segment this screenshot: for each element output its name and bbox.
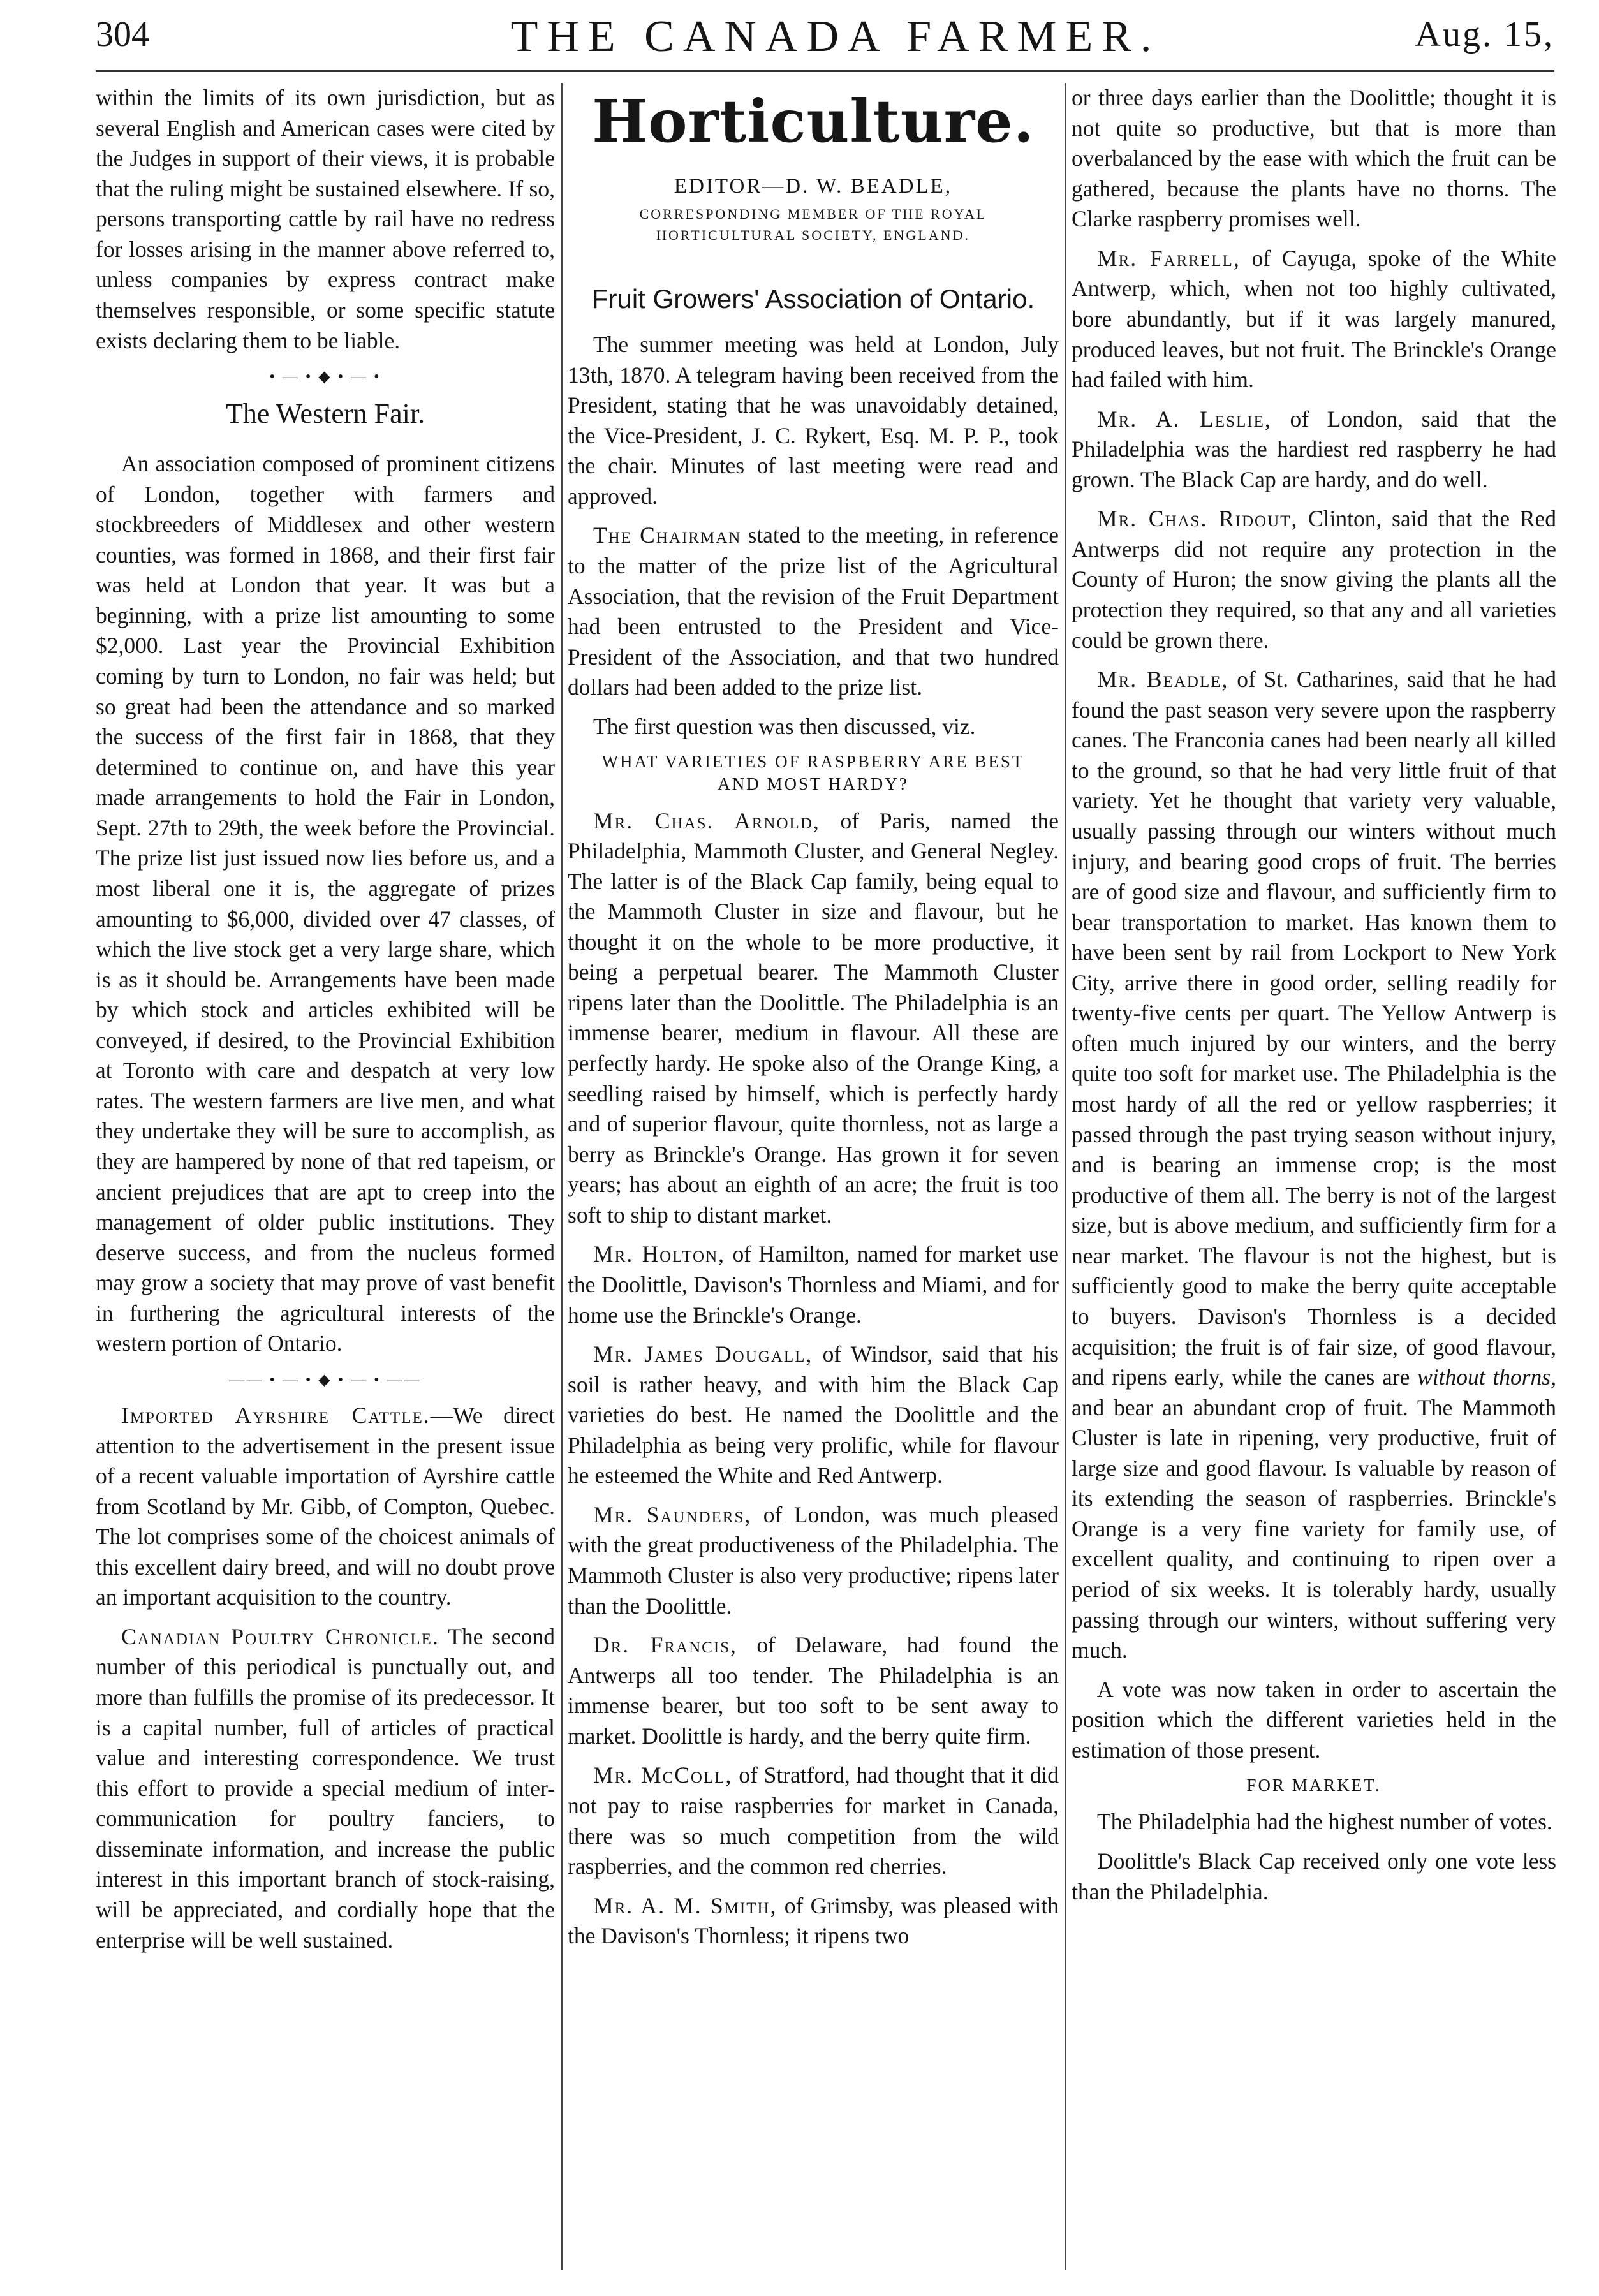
editor-line: EDITOR—D. W. BEADLE, (674, 175, 953, 198)
paragraph-body: and bear an abundant crop of fruit. The Mammoth Cluster is late in ripening, very productive, fruit of large size and good flavour. Is valuable by reason of its extending the season of raspberries. Brinckle's Orange is a very fine variety for family use, of excellent quality, and continuing to ripen over a period of six weeks. It is tolerably hardy, usually passing through our winters, without suffering very much. (1072, 1394, 1556, 1663)
ornament-divider: —— • — • ◆ • — • —— (229, 1371, 422, 1388)
department-heading: Horticulture. (592, 87, 1035, 156)
paragraph-body: of London, said that the Philadelphia was the hardiest red raspberry he had grown. The Black Cap are hardy, and do well. (1072, 406, 1556, 492)
article-title: Fruit Growers' Association of Ontario. (591, 284, 1035, 314)
paragraph (1072, 665, 1556, 1666)
paragraph: The Philadelphia had the highest number of votes. (1097, 1809, 1552, 1835)
column-2 (568, 83, 1059, 2283)
paragraph: An association composed of prominent citizens of London, together with farmers and stockbreeders of Middlesex and other western counties, was formed in 1868, and their first fair was held at London that year. It was but a beginning, with a prize list amounting to some $2,000. Last year the Provincial Exhibition coming by turn to London, no fair was held; but so great had been the attendance and so marked the success of the first fair in 1868, that they determined to continue on, and have this year made arrangements to hold the Fair in London, Sept. 27th to 29th, the week before the Provincial. The prize list just issued now lies before us, and a most liberal one it is, the aggregate of prizes amounting to $6,000, divided over 47 classes, of which the live stock get a very large share, which is as it should be. Arrangements have been made by which stock and articles exhibited will be conveyed, if desired, to the Provincial Exhibition at Toronto with care and despatch at very low rates. The western farmers are live men, and what they undertake they will be sure to accomplish, as they are hampered by none of that red tapeism, or ancient prejudices that are apt to creep into the management of older public institutions. They deserve success, and from the nucleus formed may grow a society that may prove of vast benefit in furthering the agricultural interests of the western portion of Ontario. (96, 451, 555, 1357)
paragraph (1072, 244, 1556, 395)
paragraph-body: of St. Catharines, said that he had found the past season very severe upon the raspberry canes. The Franconia canes had been nearly all killed to the ground, so that he had very little fruit of that variety. Yet he thought that variety very valuable, usually passing through our winters without much injury, and bearing good crops of fruit. The berries are of good size and flavour, and sufficiently firm to bear transportation to market. Has known them to have been sent by rail from Lockport to New York City, arrive there in good order, selling readily for twenty-five cents per quart. The Yellow Antwerp is often much injured by our winters, and the berry quite too soft for market use. The Philadelphia is the most hardy of all the red or yellow raspberries; it passed through the past trying season without injury, and is bearing an immense crop; is the most productive of them all. The berry is not of the largest size, but is above medium, and sufficiently firm for a near market. The flavour is not the highest, but is sufficiently good to make the berry quite acceptable to buyers. Davison's Thornless is a decided acquisition; the fruit is of fair size, of good flavour, and ripens early, while the canes are (1072, 666, 1556, 1390)
paragraph-body: of Grimsby, was pleased with the Davison's Thornless; it ripens two (568, 1892, 1059, 1949)
paragraph-body: of Paris, named the Philadelphia, Mammoth Cluster, and General Negley. The latter is of the Black Cap family, being equal to the Mammoth Cluster in size and flavour, but he thought it on the whole to be more productive, it being a perpetual bearer. The Mammoth Cluster ripens later than the Doolittle. The Philadelphia is an immense bearer, medium in flavour. All these are perfectly hardy. He spoke also of the Orange King, a seedling raised by himself, which is perfectly hardy and of superior flavour, quite thornless, not as large a berry as Brinckle's Orange. Has grown it for seven years; has about an eighth of an acre; the fruit is too soft to ship to distant market. (568, 807, 1059, 1228)
paragraph-body: Clinton, said that the Red Antwerps did not require any protection in the County of Huron; the snow giving the plants all the protection they required, so that any and all varieties could be grown there. (1072, 506, 1556, 653)
paragraph-body: of Cayuga, spoke of the White Antwerp, which, when not too highly cultivated, bore abundantly, but if it was largely manured, produced leaves, but not fruit. The Brinckle's Orange had failed with him. (1072, 245, 1556, 393)
paragraph-lead: The Chairman (593, 522, 742, 548)
paragraph-lead: Imported Ayrshire Cattle. (121, 1402, 431, 1428)
paragraph: A vote was now taken in order to ascertain the position which the different varieties held in the estimation of those present. (1072, 1676, 1556, 1763)
paragraph-lead: Mr. A. Leslie, (1097, 406, 1272, 432)
column-1 (96, 83, 555, 2283)
paragraph-italic: without thorns, (1417, 1364, 1556, 1390)
paragraph (568, 520, 1059, 702)
paragraph-lead: Canadian Poultry Chronicle. (121, 1623, 439, 1649)
paragraph-lead: Mr. Chas. Ridout, (1097, 506, 1299, 532)
column-rule (561, 83, 563, 2270)
paragraph (96, 1401, 555, 1613)
paragraph-body: of Stratford, had thought that it did not pay to raise raspberries for market in Canada, there was so much competition from the wild raspberries, and the common red cherries. (568, 1762, 1059, 1880)
paragraph-lead: Mr. Saunders, (593, 1501, 752, 1527)
paragraph-lead: Dr. Francis, (593, 1632, 737, 1658)
ornament-divider: • — • ◆ • — • (269, 369, 381, 386)
masthead: THE CANADA FARMER. (510, 12, 1161, 61)
paragraph-body: of Delaware, had found the Antwerps all too tender. The Philadelphia is an immense bearer, but too soft to be sent away to market. Doolittle is hardy, and the berry quite firm. (568, 1632, 1059, 1749)
column-3 (1072, 83, 1556, 2283)
paragraph-body: stated to the meeting, in reference to the matter of the prize list of the Agricultural Association, that the revision of the Fruit Department had been entrusted to the President and Vice-President of the Association, and that two hundred dollars had been added to the prize list. (568, 522, 1059, 700)
paragraph (568, 1339, 1059, 1491)
paragraph-body: —We direct attention to the advertisement in the present issue of a recent valuable importation of Ayrshire cattle from Scotland by Mr. Gibb, of Compton, Quebec. The lot comprises some of the choicest animals of this excellent dairy breed, and will no doubt prove an important acquisition to the country. (96, 1402, 555, 1610)
paragraph: The summer meeting was held at London, July 13th, 1870. A telegram having been received from the President, stating that he was unavoidably detained, the Vice-President, J. C. Rykert, Esq. M. P. P., took the chair. Minutes of last meeting were read and approved. (568, 332, 1059, 509)
paragraph (568, 1760, 1059, 1881)
paragraph-lead: Mr. Chas. Arnold, (593, 807, 820, 834)
paragraph (568, 1891, 1059, 1952)
paragraph (568, 1239, 1059, 1330)
section-heading: FOR MARKET. (1246, 1776, 1382, 1795)
question-heading: WHAT VARIETIES OF RASPBERRY ARE BEST AND MOST HARDY? (601, 752, 1025, 794)
paragraph-lead: Mr. James Dougall, (593, 1341, 813, 1367)
paragraph-lead: Mr. Holton, (593, 1241, 726, 1267)
paragraph (568, 1500, 1059, 1621)
paragraph-body: of London, was much pleased with the great productiveness of the Philadelphia. The Mammoth Cluster is also very productive; ripens later than the Doolittle. (568, 1501, 1059, 1619)
article-title: The Western Fair. (225, 398, 425, 430)
paragraph-lead: Mr. A. M. Smith, (593, 1892, 777, 1918)
paragraph-body: of Hamilton, named for market use the Doolittle, Davison's Thornless and Miami, and for home use the Brinckle's Orange. (568, 1241, 1059, 1328)
column-rule (1065, 83, 1066, 2270)
paragraph-body: of Windsor, said that his soil is rather heavy, and with him the Black Cap varieties do best. He named the Doolittle and the Philadelphia as being very prolific, while for flavour he esteemed the White and Red Antwerp. (568, 1341, 1059, 1489)
page-number: 304 (96, 15, 149, 54)
paragraph-lead: Mr. Beadle, (1097, 666, 1229, 693)
editor-credentials: CORRESPONDING MEMBER OF THE ROYAL HORTICULTURAL SOCIETY, ENGLAND. (639, 206, 987, 243)
paragraph-lead: Mr. Farrell, (1097, 245, 1241, 271)
paragraph-lead: Mr. McColl, (593, 1762, 733, 1788)
header-rule (96, 70, 1554, 72)
paragraph: The first question was then discussed, viz. (593, 713, 976, 739)
paragraph (568, 1630, 1059, 1751)
paragraph: Doolittle's Black Cap received only one vote less than the Philadelphia. (1072, 1848, 1556, 1904)
paragraph: within the limits of its own jurisdiction, but as several English and American cases were cited by the Judges in support of their views, it is probable that the ruling might be sustained elsewhere. If so, persons transporting cattle by rail have no redress for losses arising in the manner above referred to, unless companies by express contract make themselves responsible, or some specific statute exists declaring them to be liable. (96, 85, 555, 353)
paragraph-body: The second number of this periodical is punctually out, and more than fulfills the promise of its predecessor. It is a capital number, full of articles of practical value and interesting correspondence. We trust this effort to provide a special medium of inter-communication for poultry fanciers, to disseminate information, and increase the public interest in this important branch of stock-raising, will be appreciated, and cordially hope that the enterprise will be well sustained. (96, 1623, 555, 1953)
paragraph (1072, 404, 1556, 496)
page-date: Aug. 15, (1415, 15, 1554, 54)
paragraph (1072, 504, 1556, 656)
paragraph (568, 806, 1059, 1231)
paragraph: or three days earlier than the Doolittle; thought it is not quite so productive, but that is more than overbalanced by the ease with which the fruit can be gathered, because the plants have no thorns. The Clarke raspberry promises well. (1072, 85, 1556, 232)
paragraph (96, 1622, 555, 1955)
